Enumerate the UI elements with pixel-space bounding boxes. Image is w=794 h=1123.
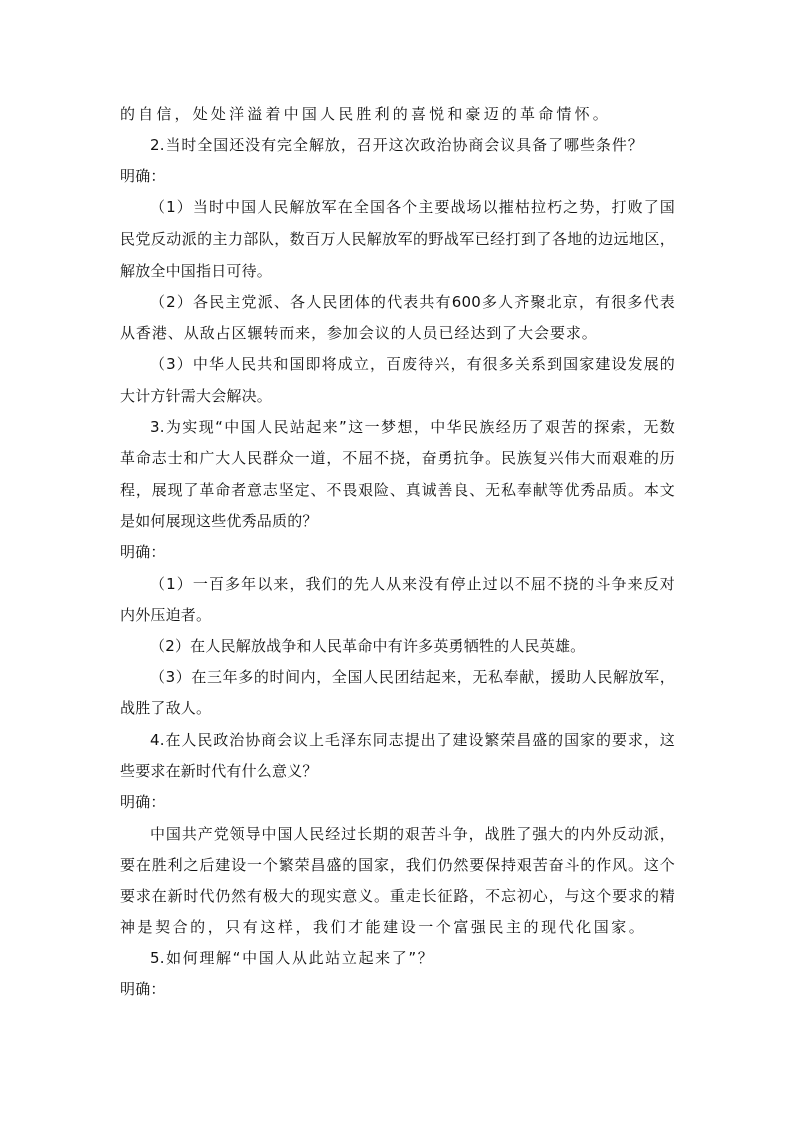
answer-item: （3）中华人民共和国即将成立，百废待兴，有很多关系到国家建设发展的 [150, 355, 675, 373]
answer-paragraph-line: 要在胜利之后建设一个繁荣昌盛的国家，我们仍然要保持艰苦奋斗的作风。这个 [120, 856, 675, 874]
answer-item-line: 内外压迫者。 [120, 606, 212, 624]
question-3-line: 程，展现了革命者意志坚定、不畏艰险、真诚善良、无私奉献等优秀品质。本文 [120, 481, 675, 499]
answer-item-line: 从香港、从敌占区辗转而来，参加会议的人员已经达到了大会要求。 [120, 324, 597, 342]
paragraph-continuation: 的自信，处处洋溢着中国人民胜利的喜悦和豪迈的革命情怀。 [120, 105, 608, 123]
question-3-line: 是如何展现这些优秀品质的？ [120, 512, 318, 530]
question-4: 4.在人民政治协商会议上毛泽东同志提出了建设繁荣昌盛的国家的要求，这 [150, 731, 675, 749]
answer-item-line: 民党反动派的主力部队，数百万人民解放军的野战军已经打到了各地的边远地区， [120, 230, 675, 248]
answer-label: 明确： [120, 980, 166, 998]
question-3-line: 革命志士和广大人民群众一道，不屈不挠，奋勇抗争。民族复兴伟大而艰难的历 [120, 449, 675, 467]
answer-item: （1）当时中国人民解放军在全国各个主要战场以摧枯拉朽之势，打败了国 [150, 198, 675, 216]
question-5: 5.如何理解“中国人从此站立起来了”？ [150, 949, 433, 967]
answer-item-line: 解放全中国指日可待。 [120, 262, 273, 280]
question-4-line: 些要求在新时代有什么意义？ [120, 762, 318, 780]
answer-paragraph-line: 神是契合的，只有这样，我们才能建设一个富强民主的现代化国家。 [120, 918, 644, 936]
answer-item: （3）在三年多的时间内，全国人民团结起来，无私奉献，援助人民解放军， [150, 668, 675, 686]
answer-paragraph: 中国共产党领导中国人民经过长期的艰苦斗争，战胜了强大的内外反动派， [150, 825, 675, 843]
answer-label: 明确： [120, 167, 166, 185]
answer-item-line: 大计方针需大会解决。 [120, 387, 273, 405]
answer-item: （1）一百多年以来，我们的先人从来没有停止过以不屈不挠的斗争来反对 [150, 575, 675, 593]
answer-label: 明确： [120, 793, 166, 811]
answer-item: （2）在人民解放战争和人民革命中有许多英勇牺牲的人民英雄。 [150, 637, 586, 655]
question-2: 2.当时全国还没有完全解放，召开这次政治协商会议具备了哪些条件？ [150, 136, 643, 154]
answer-label: 明确： [120, 543, 166, 561]
answer-item: （2）各民主党派、各人民团体的代表共有600多人齐聚北京，有很多代表 [150, 293, 675, 311]
answer-paragraph-line: 要求在新时代仍然有极大的现实意义。重走长征路，不忘初心，与这个要求的精 [120, 887, 675, 905]
answer-item-line: 战胜了敌人。 [120, 699, 212, 717]
question-3: 3.为实现“中国人民站起来”这一梦想，中华民族经历了艰苦的探索，无数 [150, 418, 675, 436]
